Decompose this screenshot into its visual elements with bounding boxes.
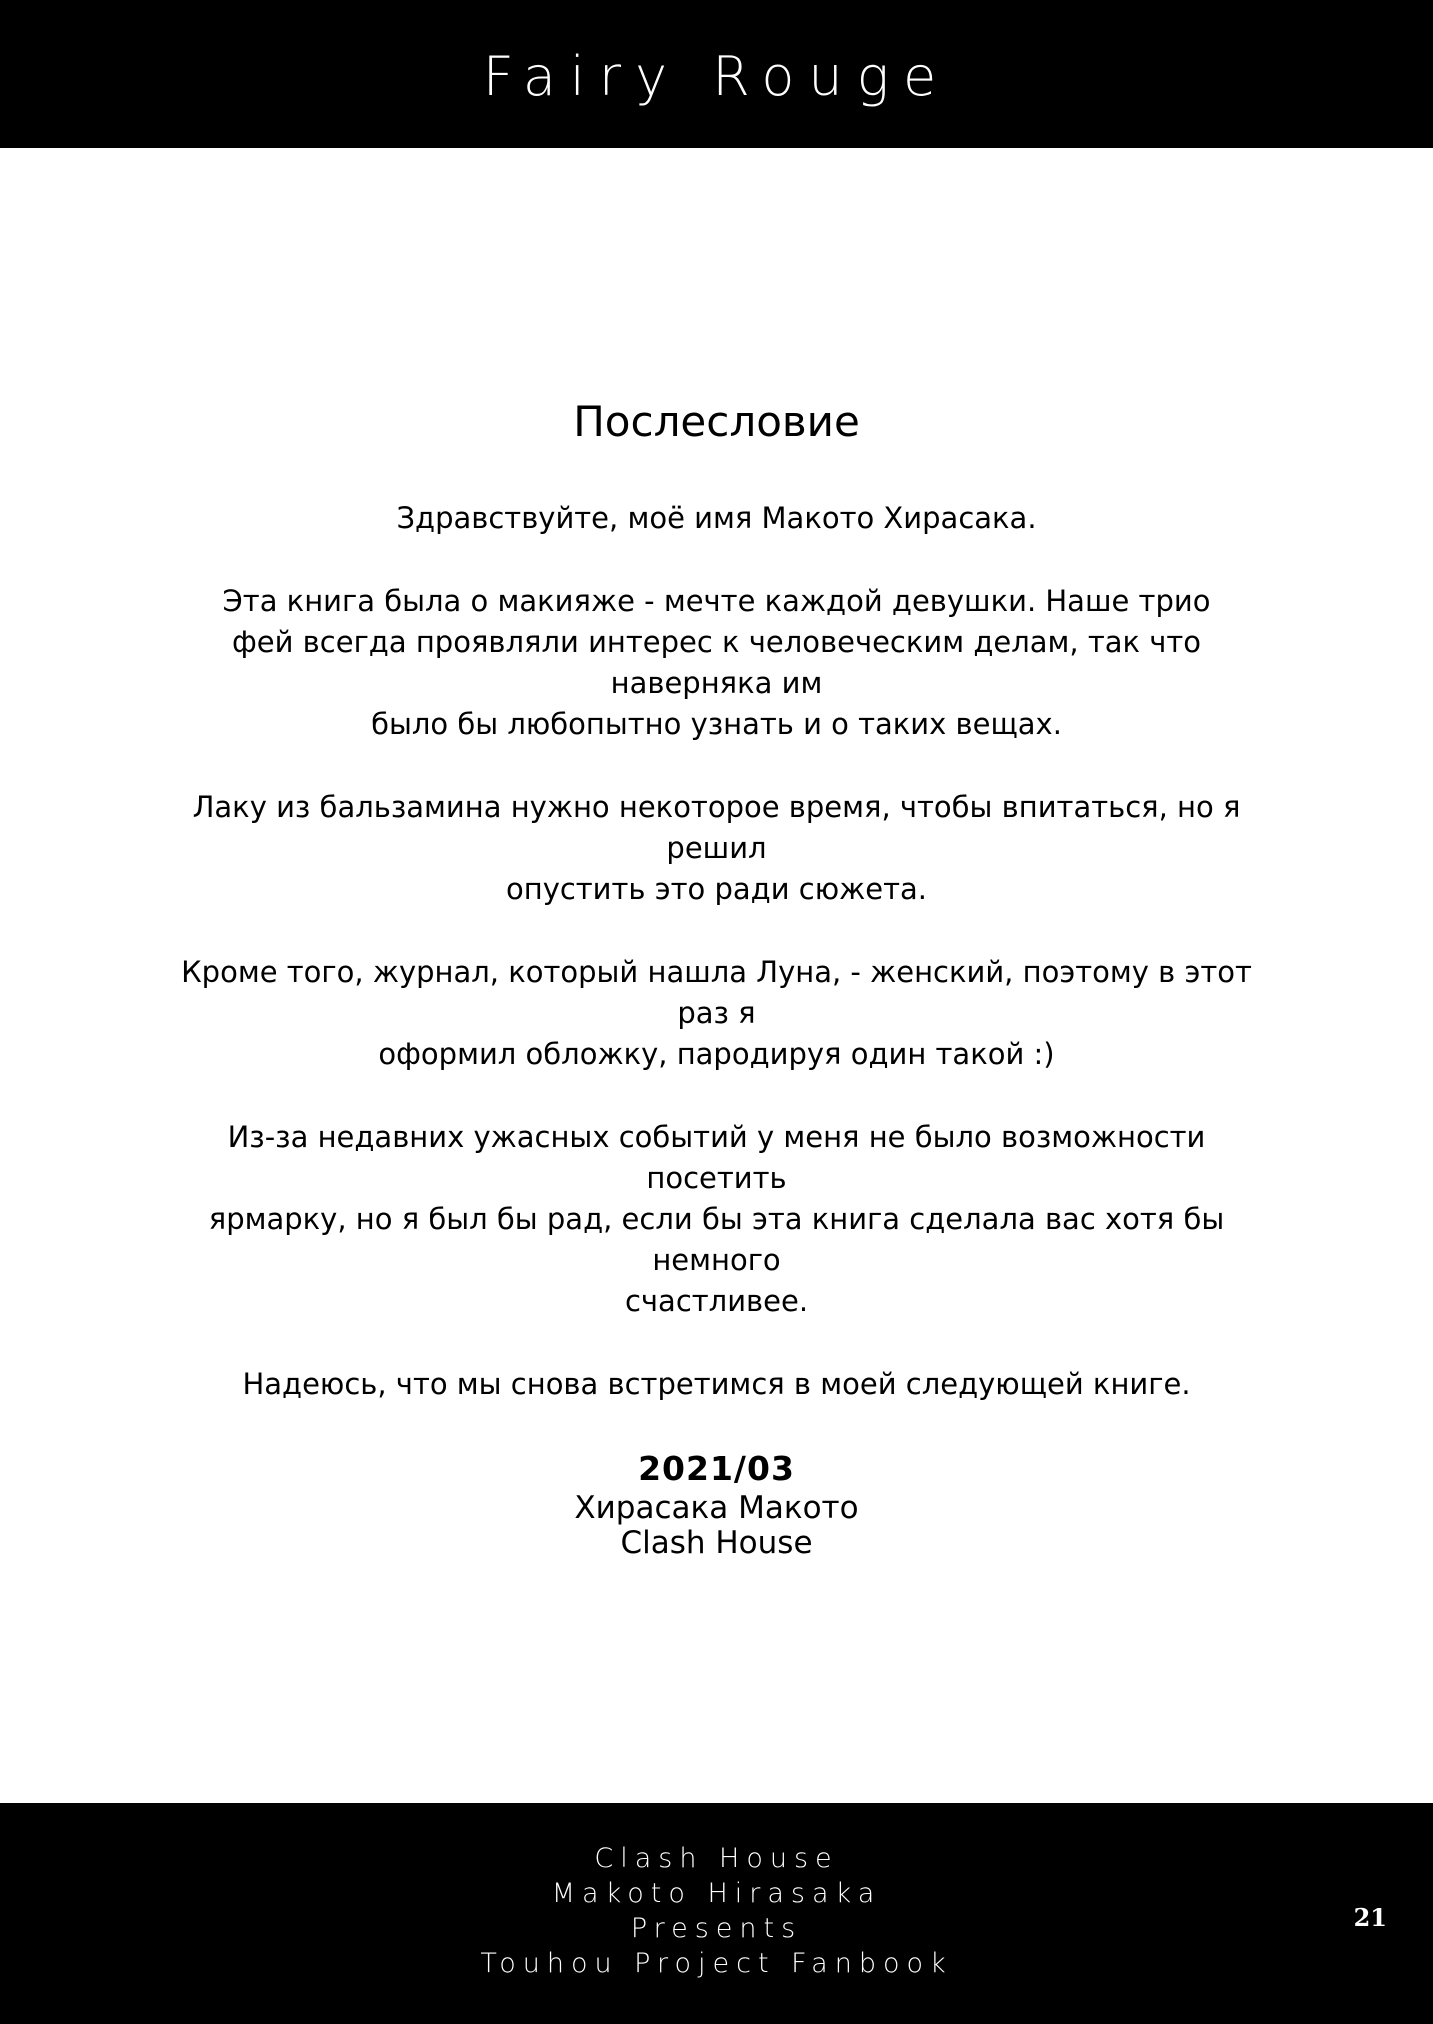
afterword-title: Послесловие [573,397,860,446]
paragraph-line: Надеюсь, что мы снова встретимся в моей следующей книге. [242,1367,1191,1401]
paragraph [157,952,1277,1075]
paragraph-line: опустить это ради сюжета. [505,872,928,906]
paragraph-line: Кроме того, журнал, который нашла Луна, - женский, поэтому в этот раз я [181,955,1252,1030]
credit-line: Presents [630,1913,803,1944]
paragraph [157,1117,1277,1322]
paragraph [157,1364,1277,1405]
page-number: 21 [1353,1903,1387,1932]
header-band [0,0,1433,148]
footer-band [0,1803,1433,2024]
paragraph [157,498,1277,539]
date: 2021/03 [638,1449,795,1488]
author-name: Хирасака Макото [574,1490,859,1526]
paragraph-line: счастливее. [624,1284,809,1318]
paragraph-line: фей всегда проявляли интерес к человеческим делам, так что наверняка им [231,625,1202,700]
paragraph-line: Лаку из бальзамина нужно некоторое время, чтобы впитаться, но я решил [192,790,1241,865]
circle-name: Clash House [620,1525,813,1561]
paragraph-line: Здравствуйте, моё имя Макото Хирасака. [396,501,1037,535]
paragraph [157,581,1277,745]
paragraph-line: было бы любопытно узнать и о таких вещах. [371,707,1062,741]
series-title: Fairy Rouge [482,44,951,108]
paragraph-line: Эта книга была о макияже - мечте каждой девушки. Наше трио [222,584,1211,618]
credit-line: Clash House [594,1843,839,1874]
paragraph-line: оформил обложку, пародируя один такой :) [378,1037,1055,1071]
afterword-section [0,392,1433,1561]
paragraph-line: Из-за недавних ужасных событий у меня не было возможности посетить [227,1120,1206,1195]
paragraph [157,787,1277,910]
paragraph-line: ярмарку, но я был бы рад, если бы эта книга сделала вас хотя бы немного [208,1202,1225,1277]
credit-line: Touhou Project Fanbook [480,1948,953,1979]
credits [0,1841,1433,1981]
credit-line: Makoto Hirasaka [551,1878,882,1909]
